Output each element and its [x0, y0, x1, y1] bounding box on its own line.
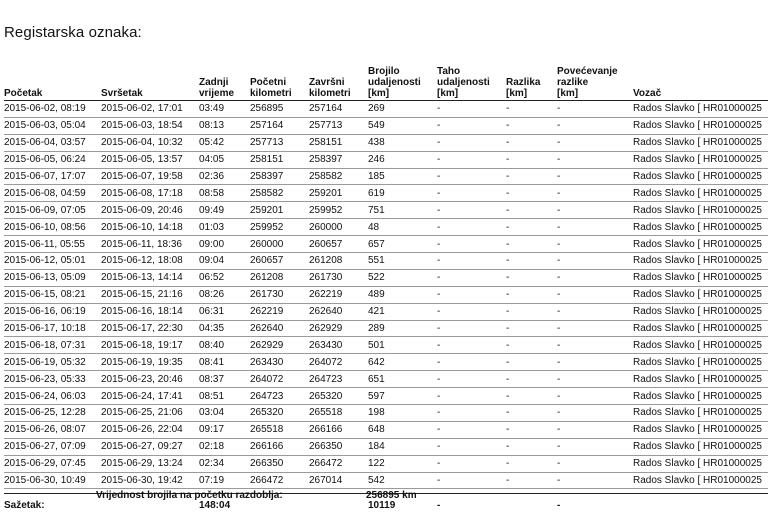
- cell-col-driver: Rados Slavko [ HR01000025: [633, 337, 768, 354]
- cell-col-start: 2015-06-04, 03:57: [4, 134, 101, 151]
- cell-col-end-km: 260657: [309, 236, 368, 253]
- cell-col-start-km: 256895: [250, 101, 309, 118]
- cell-col-start-km: 266166: [250, 438, 309, 455]
- table-header-row: [4, 66, 768, 101]
- cell-col-end-km: 258151: [309, 134, 368, 151]
- cell-col-start: 2015-06-23, 05:33: [4, 371, 101, 388]
- cell-col-end: 2015-06-17, 22:30: [101, 320, 199, 337]
- document-title: Registarska oznaka:: [4, 24, 142, 41]
- cell-col-odometer-distance: 651: [368, 371, 437, 388]
- cell-col-difference: -: [506, 151, 557, 168]
- cell-col-last-time: 05:42: [199, 134, 250, 151]
- cell-col-end-km: 263430: [309, 337, 368, 354]
- cell-col-end: 2015-06-24, 17:41: [101, 388, 199, 405]
- cell-col-end-km: 258397: [309, 151, 368, 168]
- cell-col-odometer-distance: 619: [368, 185, 437, 202]
- header-col-difference: Razlika [km]: [506, 66, 557, 101]
- cell-col-start-km: 258582: [250, 185, 309, 202]
- cell-col-start: 2015-06-29, 07:45: [4, 455, 101, 472]
- cell-col-driver: Rados Slavko [ HR01000025: [633, 303, 768, 320]
- table-row: [4, 101, 768, 118]
- cell-col-odometer-distance: 751: [368, 202, 437, 219]
- cell-col-last-time: 04:05: [199, 151, 250, 168]
- table-row: [4, 438, 768, 455]
- table-row: [4, 455, 768, 472]
- cell-col-odometer-distance: 657: [368, 236, 437, 253]
- cell-col-end: 2015-06-19, 19:35: [101, 354, 199, 371]
- cell-col-end-km: 266166: [309, 421, 368, 438]
- cell-col-odometer-distance: 289: [368, 320, 437, 337]
- cell-col-difference: -: [506, 354, 557, 371]
- cell-col-tacho-distance: -: [437, 337, 506, 354]
- cell-col-driver: Rados Slavko [ HR01000025: [633, 236, 768, 253]
- cell-col-end-km: 267014: [309, 472, 368, 489]
- cell-col-driver: Rados Slavko [ HR01000025: [633, 354, 768, 371]
- cell-col-start-km: 259952: [250, 219, 309, 236]
- cell-col-difference: -: [506, 303, 557, 320]
- cell-col-start-km: 265518: [250, 421, 309, 438]
- header-col-end-km: Završni kilometri: [309, 66, 368, 101]
- cell-col-end-km: 259201: [309, 185, 368, 202]
- table-row: [4, 253, 768, 270]
- cell-col-start: 2015-06-25, 12:28: [4, 405, 101, 422]
- cell-col-end-km: 258582: [309, 168, 368, 185]
- cell-col-difference: -: [506, 388, 557, 405]
- cell-col-start: 2015-06-30, 10:49: [4, 472, 101, 489]
- table-row: [4, 134, 768, 151]
- cell-col-end: 2015-06-03, 18:54: [101, 117, 199, 134]
- cell-col-start: 2015-06-07, 17:07: [4, 168, 101, 185]
- cell-col-odometer-distance: 184: [368, 438, 437, 455]
- cell-col-start-km: 266472: [250, 472, 309, 489]
- cell-col-difference-increase: -: [557, 303, 633, 320]
- table-row: [4, 151, 768, 168]
- cell-col-last-time: 08:13: [199, 117, 250, 134]
- footer-value: 256895 km: [366, 490, 417, 501]
- cell-col-start-km: 264723: [250, 388, 309, 405]
- cell-col-driver: Rados Slavko [ HR01000025: [633, 320, 768, 337]
- cell-col-difference: -: [506, 168, 557, 185]
- cell-col-driver: Rados Slavko [ HR01000025: [633, 219, 768, 236]
- cell-col-last-time: 01:03: [199, 219, 250, 236]
- cell-col-tacho-distance: -: [437, 455, 506, 472]
- cell-col-difference-increase: -: [557, 151, 633, 168]
- cell-col-end: 2015-06-25, 21:06: [101, 405, 199, 422]
- table-row: [4, 185, 768, 202]
- cell-col-start: 2015-06-27, 07:09: [4, 438, 101, 455]
- header-col-end: Svršetak: [101, 66, 199, 101]
- cell-col-start-km: 257164: [250, 117, 309, 134]
- cell-col-odometer-distance: 246: [368, 151, 437, 168]
- cell-col-start-km: 266350: [250, 455, 309, 472]
- header-col-driver: Vozač: [633, 66, 768, 101]
- cell-col-start: 2015-06-19, 05:32: [4, 354, 101, 371]
- cell-col-end-km: 266472: [309, 455, 368, 472]
- cell-col-end-km: 262219: [309, 286, 368, 303]
- cell-col-end-km: 265518: [309, 405, 368, 422]
- cell-col-end-km: 259952: [309, 202, 368, 219]
- cell-col-end: 2015-06-15, 21:16: [101, 286, 199, 303]
- cell-col-start-km: 258397: [250, 168, 309, 185]
- cell-col-end: 2015-06-09, 20:46: [101, 202, 199, 219]
- cell-col-tacho-distance: -: [437, 371, 506, 388]
- cell-col-start-km: 257713: [250, 134, 309, 151]
- cell-col-driver: Rados Slavko [ HR01000025: [633, 101, 768, 118]
- cell-col-difference-increase: -: [557, 117, 633, 134]
- cell-col-odometer-distance: 198: [368, 405, 437, 422]
- table-row: [4, 421, 768, 438]
- cell-col-start: 2015-06-17, 10:18: [4, 320, 101, 337]
- cell-col-tacho-distance: -: [437, 303, 506, 320]
- cell-col-tacho-distance: -: [437, 472, 506, 489]
- cell-col-driver: Rados Slavko [ HR01000025: [633, 438, 768, 455]
- cell-col-driver: Rados Slavko [ HR01000025: [633, 134, 768, 151]
- cell-col-difference-increase: -: [557, 101, 633, 118]
- cell-col-difference-increase: -: [557, 421, 633, 438]
- cell-col-driver: Rados Slavko [ HR01000025: [633, 202, 768, 219]
- cell-col-tacho-distance: -: [437, 219, 506, 236]
- cell-col-last-time: 09:17: [199, 421, 250, 438]
- cell-col-end: 2015-06-23, 20:46: [101, 371, 199, 388]
- cell-col-odometer-distance: 185: [368, 168, 437, 185]
- cell-col-start: 2015-06-18, 07:31: [4, 337, 101, 354]
- cell-col-difference-increase: -: [557, 202, 633, 219]
- table-row: [4, 337, 768, 354]
- cell-col-difference-increase: -: [557, 168, 633, 185]
- cell-col-difference: -: [506, 371, 557, 388]
- cell-col-tacho-distance: -: [437, 405, 506, 422]
- cell-col-driver: Rados Slavko [ HR01000025: [633, 371, 768, 388]
- cell-col-tacho-distance: -: [437, 253, 506, 270]
- summary-col-odometer-distance: 10119: [368, 494, 437, 516]
- cell-col-odometer-distance: 269: [368, 101, 437, 118]
- cell-col-difference-increase: -: [557, 134, 633, 151]
- cell-col-last-time: 08:51: [199, 388, 250, 405]
- cell-col-difference-increase: -: [557, 269, 633, 286]
- cell-col-difference: -: [506, 472, 557, 489]
- cell-col-difference-increase: -: [557, 286, 633, 303]
- cell-col-last-time: 08:26: [199, 286, 250, 303]
- cell-col-last-time: 06:52: [199, 269, 250, 286]
- cell-col-end-km: 262929: [309, 320, 368, 337]
- table-row: [4, 117, 768, 134]
- cell-col-difference-increase: -: [557, 185, 633, 202]
- cell-col-difference-increase: -: [557, 405, 633, 422]
- cell-col-start: 2015-06-24, 06:03: [4, 388, 101, 405]
- table-row: [4, 371, 768, 388]
- cell-col-difference-increase: -: [557, 388, 633, 405]
- cell-col-tacho-distance: -: [437, 269, 506, 286]
- summary-col-end-km: [309, 494, 368, 516]
- cell-col-odometer-distance: 648: [368, 421, 437, 438]
- cell-col-end: 2015-06-30, 19:42: [101, 472, 199, 489]
- summary-col-tacho-distance: -: [437, 494, 506, 516]
- cell-col-driver: Rados Slavko [ HR01000025: [633, 185, 768, 202]
- cell-col-difference: -: [506, 320, 557, 337]
- cell-col-last-time: 06:31: [199, 303, 250, 320]
- cell-col-start-km: 260000: [250, 236, 309, 253]
- cell-col-end: 2015-06-12, 18:08: [101, 253, 199, 270]
- cell-col-end: 2015-06-13, 14:14: [101, 269, 199, 286]
- cell-col-last-time: 08:40: [199, 337, 250, 354]
- cell-col-start: 2015-06-03, 05:04: [4, 117, 101, 134]
- cell-col-end-km: 260000: [309, 219, 368, 236]
- cell-col-end-km: 266350: [309, 438, 368, 455]
- cell-col-difference: -: [506, 286, 557, 303]
- cell-col-end: 2015-06-11, 18:36: [101, 236, 199, 253]
- cell-col-start: 2015-06-05, 06:24: [4, 151, 101, 168]
- cell-col-difference: -: [506, 455, 557, 472]
- table-row: [4, 219, 768, 236]
- cell-col-start: 2015-06-26, 08:07: [4, 421, 101, 438]
- header-col-last-time: Zadnji vrijeme: [199, 66, 250, 101]
- header-col-start: Početak: [4, 66, 101, 101]
- cell-col-difference-increase: -: [557, 337, 633, 354]
- cell-col-difference-increase: -: [557, 253, 633, 270]
- cell-col-driver: Rados Slavko [ HR01000025: [633, 151, 768, 168]
- cell-col-start-km: 262929: [250, 337, 309, 354]
- cell-col-odometer-distance: 597: [368, 388, 437, 405]
- cell-col-tacho-distance: -: [437, 117, 506, 134]
- cell-col-difference-increase: -: [557, 438, 633, 455]
- cell-col-tacho-distance: -: [437, 101, 506, 118]
- cell-col-start: 2015-06-02, 08:19: [4, 101, 101, 118]
- cell-col-tacho-distance: -: [437, 185, 506, 202]
- cell-col-tacho-distance: -: [437, 438, 506, 455]
- cell-col-last-time: 02:18: [199, 438, 250, 455]
- cell-col-difference: -: [506, 117, 557, 134]
- cell-col-end-km: 261730: [309, 269, 368, 286]
- cell-col-difference: -: [506, 219, 557, 236]
- cell-col-difference-increase: -: [557, 219, 633, 236]
- table-row: [4, 168, 768, 185]
- cell-col-difference: -: [506, 185, 557, 202]
- cell-col-odometer-distance: 549: [368, 117, 437, 134]
- cell-col-start: 2015-06-12, 05:01: [4, 253, 101, 270]
- cell-col-last-time: 02:36: [199, 168, 250, 185]
- footer-label: Vrijednost brojila na početku razdoblja:: [96, 490, 283, 501]
- cell-col-odometer-distance: 421: [368, 303, 437, 320]
- table-row: [4, 303, 768, 320]
- table-row: [4, 320, 768, 337]
- footer-odometer-start: [96, 490, 283, 501]
- cell-col-last-time: 03:49: [199, 101, 250, 118]
- cell-col-last-time: 09:00: [199, 236, 250, 253]
- cell-col-difference: -: [506, 405, 557, 422]
- cell-col-end: 2015-06-05, 13:57: [101, 151, 199, 168]
- cell-col-end: 2015-06-18, 19:17: [101, 337, 199, 354]
- cell-col-last-time: 03:04: [199, 405, 250, 422]
- table-row: [4, 236, 768, 253]
- cell-col-end: 2015-06-04, 10:32: [101, 134, 199, 151]
- cell-col-end-km: 264072: [309, 354, 368, 371]
- cell-col-difference: -: [506, 269, 557, 286]
- cell-col-start: 2015-06-16, 06:19: [4, 303, 101, 320]
- cell-col-end: 2015-06-10, 14:18: [101, 219, 199, 236]
- cell-col-end: 2015-06-29, 13:24: [101, 455, 199, 472]
- summary-col-difference-increase: -: [557, 494, 633, 516]
- cell-col-end-km: 265320: [309, 388, 368, 405]
- cell-col-start: 2015-06-09, 07:05: [4, 202, 101, 219]
- cell-col-difference: -: [506, 101, 557, 118]
- cell-col-end: 2015-06-08, 17:18: [101, 185, 199, 202]
- cell-col-difference-increase: -: [557, 320, 633, 337]
- cell-col-driver: Rados Slavko [ HR01000025: [633, 455, 768, 472]
- cell-col-start: 2015-06-08, 04:59: [4, 185, 101, 202]
- cell-col-last-time: 07:19: [199, 472, 250, 489]
- cell-col-driver: Rados Slavko [ HR01000025: [633, 472, 768, 489]
- cell-col-last-time: 09:04: [199, 253, 250, 270]
- cell-col-start-km: 260657: [250, 253, 309, 270]
- cell-col-odometer-distance: 551: [368, 253, 437, 270]
- cell-col-end-km: 257164: [309, 101, 368, 118]
- cell-col-odometer-distance: 489: [368, 286, 437, 303]
- cell-col-odometer-distance: 501: [368, 337, 437, 354]
- summary-col-driver: [633, 494, 768, 516]
- cell-col-difference: -: [506, 337, 557, 354]
- cell-col-odometer-distance: 48: [368, 219, 437, 236]
- cell-col-odometer-distance: 122: [368, 455, 437, 472]
- cell-col-start-km: 261208: [250, 269, 309, 286]
- cell-col-difference: -: [506, 236, 557, 253]
- cell-col-tacho-distance: -: [437, 354, 506, 371]
- cell-col-start-km: 264072: [250, 371, 309, 388]
- cell-col-driver: Rados Slavko [ HR01000025: [633, 405, 768, 422]
- summary-col-difference: [506, 494, 557, 516]
- cell-col-tacho-distance: -: [437, 286, 506, 303]
- cell-col-end: 2015-06-16, 18:14: [101, 303, 199, 320]
- cell-col-last-time: 04:35: [199, 320, 250, 337]
- cell-col-start: 2015-06-13, 05:09: [4, 269, 101, 286]
- cell-col-end: 2015-06-26, 22:04: [101, 421, 199, 438]
- cell-col-odometer-distance: 522: [368, 269, 437, 286]
- cell-col-difference-increase: -: [557, 472, 633, 489]
- cell-col-driver: Rados Slavko [ HR01000025: [633, 286, 768, 303]
- cell-col-tacho-distance: -: [437, 134, 506, 151]
- cell-col-difference: -: [506, 421, 557, 438]
- cell-col-driver: Rados Slavko [ HR01000025: [633, 421, 768, 438]
- cell-col-driver: Rados Slavko [ HR01000025: [633, 117, 768, 134]
- cell-col-start: 2015-06-15, 08:21: [4, 286, 101, 303]
- summary-col-start: Sažetak:: [4, 494, 101, 516]
- cell-col-odometer-distance: 642: [368, 354, 437, 371]
- cell-col-odometer-distance: 438: [368, 134, 437, 151]
- cell-col-tacho-distance: -: [437, 388, 506, 405]
- cell-col-last-time: 09:49: [199, 202, 250, 219]
- cell-col-driver: Rados Slavko [ HR01000025: [633, 388, 768, 405]
- header-col-start-km: Početni kilometri: [250, 66, 309, 101]
- cell-col-difference: -: [506, 202, 557, 219]
- cell-col-end: 2015-06-07, 19:58: [101, 168, 199, 185]
- cell-col-last-time: 08:41: [199, 354, 250, 371]
- summary-col-last-time: 148:04: [199, 494, 250, 516]
- cell-col-difference: -: [506, 438, 557, 455]
- cell-col-start-km: 263430: [250, 354, 309, 371]
- header-col-odometer-distance: Brojilo udaljenosti [km]: [368, 66, 437, 101]
- cell-col-start-km: 262640: [250, 320, 309, 337]
- cell-col-difference-increase: -: [557, 354, 633, 371]
- cell-col-tacho-distance: -: [437, 151, 506, 168]
- cell-col-difference-increase: -: [557, 455, 633, 472]
- cell-col-start-km: 261730: [250, 286, 309, 303]
- cell-col-end-km: 264723: [309, 371, 368, 388]
- cell-col-start-km: 259201: [250, 202, 309, 219]
- table-row: [4, 388, 768, 405]
- cell-col-start-km: 265320: [250, 405, 309, 422]
- cell-col-difference-increase: -: [557, 371, 633, 388]
- cell-col-start: 2015-06-10, 08:56: [4, 219, 101, 236]
- cell-col-last-time: 02:34: [199, 455, 250, 472]
- table-row: [4, 286, 768, 303]
- cell-col-end-km: 261208: [309, 253, 368, 270]
- cell-col-start-km: 258151: [250, 151, 309, 168]
- cell-col-difference-increase: -: [557, 236, 633, 253]
- cell-col-end-km: 257713: [309, 117, 368, 134]
- cell-col-tacho-distance: -: [437, 236, 506, 253]
- cell-col-tacho-distance: -: [437, 320, 506, 337]
- cell-col-driver: Rados Slavko [ HR01000025: [633, 269, 768, 286]
- table-row: [4, 472, 768, 489]
- cell-col-end: 2015-06-27, 09:27: [101, 438, 199, 455]
- cell-col-difference: -: [506, 253, 557, 270]
- table-row: [4, 269, 768, 286]
- table-body: [4, 101, 768, 516]
- cell-col-tacho-distance: -: [437, 168, 506, 185]
- trip-table: [4, 66, 768, 516]
- cell-col-driver: Rados Slavko [ HR01000025: [633, 253, 768, 270]
- cell-col-start: 2015-06-11, 05:55: [4, 236, 101, 253]
- header-col-tacho-distance: Taho udaljenosti [km]: [437, 66, 506, 101]
- cell-col-end-km: 262640: [309, 303, 368, 320]
- cell-col-end: 2015-06-02, 17:01: [101, 101, 199, 118]
- cell-col-driver: Rados Slavko [ HR01000025: [633, 168, 768, 185]
- table-row: [4, 405, 768, 422]
- cell-col-difference: -: [506, 134, 557, 151]
- table-row: [4, 354, 768, 371]
- cell-col-last-time: 08:37: [199, 371, 250, 388]
- table-row: [4, 202, 768, 219]
- cell-col-start-km: 262219: [250, 303, 309, 320]
- cell-col-tacho-distance: -: [437, 202, 506, 219]
- header-col-difference-increase: Povećevanje razlike [km]: [557, 66, 633, 101]
- cell-col-odometer-distance: 542: [368, 472, 437, 489]
- cell-col-tacho-distance: -: [437, 421, 506, 438]
- cell-col-last-time: 08:58: [199, 185, 250, 202]
